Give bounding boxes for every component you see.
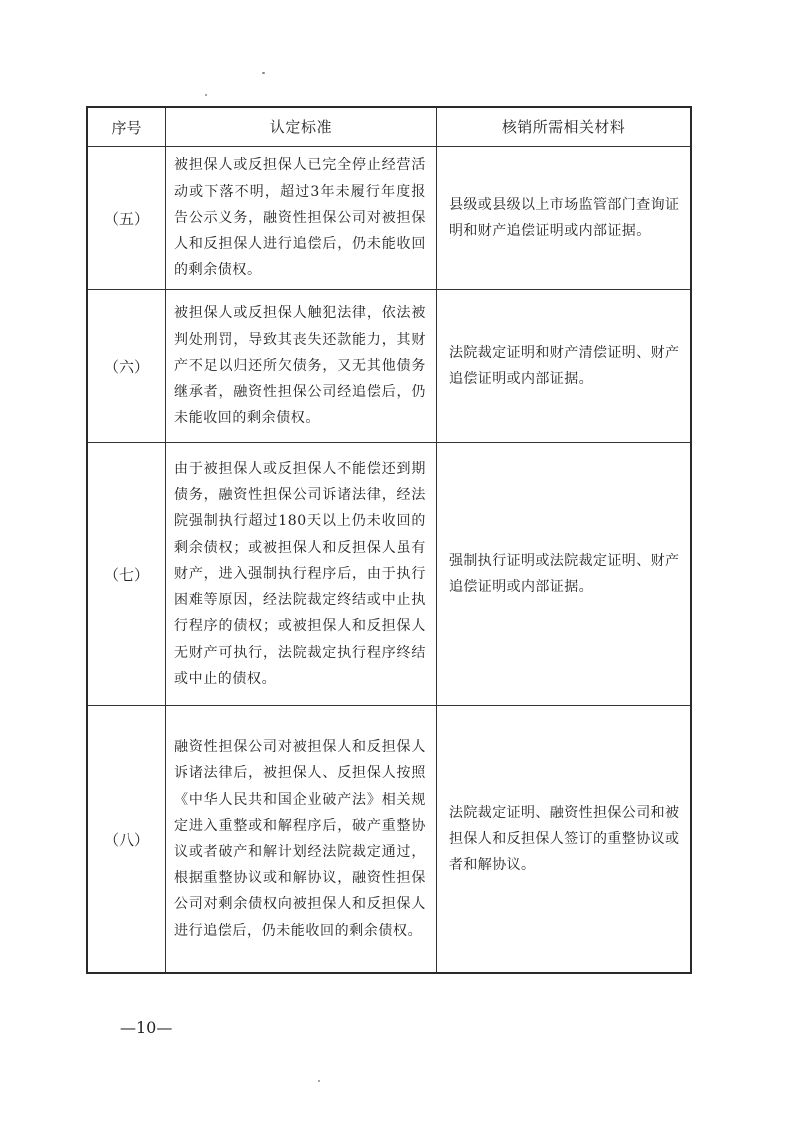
header-materials: 核销所需相关材料 xyxy=(501,118,626,136)
scan-speck xyxy=(262,72,265,74)
table-row xyxy=(88,442,690,705)
scan-speck xyxy=(205,94,207,96)
row-criteria: 被担保人或反担保人触犯法律，依法被判处刑罚，导致其丧失还款能力，其财产不足以归还所欠债务，又无其他债务继承者，融资性担保公司经追偿后，仍未能收回的剩余债权。 xyxy=(166,290,437,442)
header-criteria: 认定标准 xyxy=(166,108,437,146)
row-materials: 法院裁定证明和财产清偿证明、财产追偿证明或内部证据。 xyxy=(449,345,680,387)
scan-speck xyxy=(318,1080,320,1082)
table-header-row xyxy=(88,108,690,146)
row-criteria: 融资性担保公司对被担保人和反担保人诉诸法律后，被担保人、反担保人按照《中华人民共和国企业破产法》相关规定进入重整或和解程序后，破产重整协议或者破产和解计划经法院裁定通过，根据重整协议或和解协议，融资性担保公司对剩余债权向被担保人和反担保人进行追偿后，仍未能收回的剩余债权。 xyxy=(166,706,437,972)
row-serial-number: （六） xyxy=(88,290,166,442)
header-serial-number: 序号 xyxy=(88,108,166,146)
write-off-criteria-table xyxy=(86,106,692,974)
page-number: —10— xyxy=(120,1018,173,1037)
row-serial-number: （七） xyxy=(88,443,166,705)
row-materials: 强制执行证明或法院裁定证明、财产追偿证明或内部证据。 xyxy=(449,553,680,595)
row-criteria: 被担保人或反担保人已完全停止经营活动或下落不明，超过3年未履行年度报告公示义务，融资性担保公司对被担保人和反担保人进行追偿后，仍未能收回的剩余债权。 xyxy=(166,147,437,289)
table-row xyxy=(88,289,690,442)
row-serial-number: （八） xyxy=(88,706,166,972)
row-materials: 县级或县级以上市场监管部门查询证明和财产追偿证明或内部证据。 xyxy=(449,197,680,239)
table-row xyxy=(88,705,690,972)
table-row xyxy=(88,146,690,289)
row-criteria: 由于被担保人或反担保人不能偿还到期债务，融资性担保公司诉诸法律，经法院强制执行超过180天以上仍未收回的剩余债权；或被担保人和反担保人虽有财产，进入强制执行程序后，由于执行困难等原因，经法院裁定终结或中止执行程序的债权；或被担保人和反担保人无财产可执行，法院裁定执行程序终结或中止的债权。 xyxy=(166,443,437,705)
row-materials: 法院裁定证明、融资性担保公司和被担保人和反担保人签订的重整协议或者和解协议。 xyxy=(449,805,680,873)
row-serial-number: （五） xyxy=(88,147,166,289)
